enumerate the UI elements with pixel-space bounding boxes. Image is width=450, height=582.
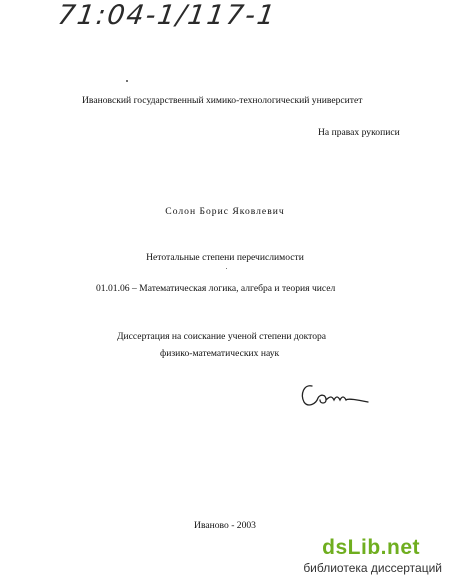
watermark (234, 536, 444, 576)
watermark-logo: dsLib.net (322, 536, 420, 559)
scan-speck (226, 268, 227, 269)
archive-number: 71:04-1/117-1 (55, 0, 279, 31)
author-name: Солон Борис Яковлевич (165, 206, 285, 217)
university-name: Ивановский государственный химико-технологический университет (82, 95, 363, 106)
scan-speck (126, 80, 128, 82)
degree-line-2: физико-математических наук (160, 348, 280, 359)
specialty-code: 01.01.06 – Математическая логика, алгебра и теория чисел (96, 283, 336, 294)
dissertation-title: Нетотальные степени перечислимости (146, 252, 304, 263)
degree-line-1: Диссертация на соискание ученой степени доктора (117, 331, 327, 342)
rights-note: На правах рукописи (318, 127, 400, 138)
watermark-subtitle: библиотека диссертаций (303, 561, 442, 575)
handwritten-signature (298, 378, 370, 410)
city-year: Иваново - 2003 (194, 520, 256, 531)
